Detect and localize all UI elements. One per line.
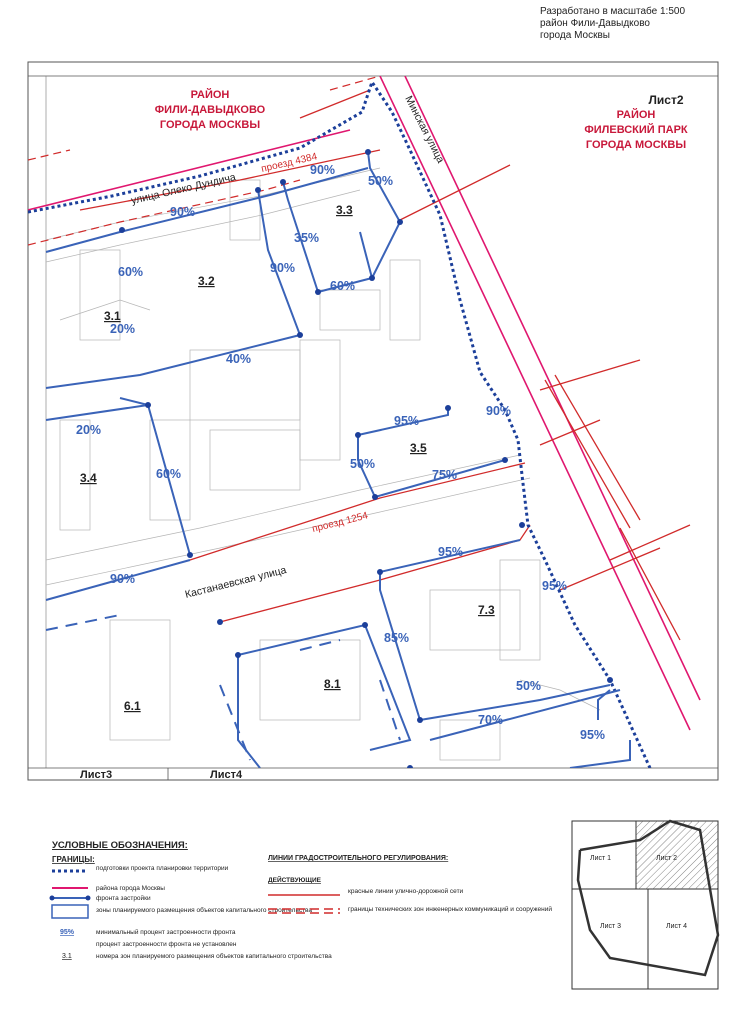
zone-numbers — [80, 203, 495, 713]
legend-red-lines: красные линии улично-дорожной сети — [348, 888, 464, 895]
minimap-sheet-3: Лист 3 — [600, 923, 622, 930]
header-line-1: Разработано в масштабе 1:500 — [540, 6, 686, 17]
proezd-labels — [260, 151, 369, 535]
legend-item-4: зоны планируемого размещения объектов капитального строительства — [96, 907, 313, 914]
pct-9: 40% — [226, 352, 252, 366]
sheet-index-minimap — [572, 821, 718, 989]
pct-21: 70% — [478, 713, 504, 727]
district-left-2: ФИЛИ-ДАВЫДКОВО — [154, 104, 266, 116]
pct-7: 60% — [330, 279, 356, 293]
pct-5: 90% — [270, 261, 296, 275]
legend-item-2: района города Москвы — [96, 885, 165, 892]
pct-19: 85% — [384, 631, 410, 645]
pct-2: 50% — [368, 174, 394, 188]
legend-percent-sample: 95% — [60, 929, 75, 936]
zone-3-5: 3.5 — [410, 441, 427, 455]
pct-17: 90% — [110, 572, 136, 586]
pct-12: 95% — [394, 414, 420, 428]
zone-6-1: 6.1 — [124, 699, 141, 713]
district-right-3: ГОРОДА МОСКВЫ — [585, 139, 687, 151]
minimap-sheet-2: Лист 2 — [656, 855, 678, 862]
district-left-1: РАЙОН — [190, 89, 230, 101]
sheet-4-label: Лист4 — [210, 769, 243, 781]
pct-4: 35% — [294, 231, 320, 245]
zone-7-3: 7.3 — [478, 603, 495, 617]
legend-existing-heading: ДЕЙСТВУЮЩИЕ — [268, 877, 321, 884]
zone-3-3: 3.3 — [336, 203, 353, 217]
pct-11: 60% — [156, 467, 182, 481]
street-minskaya: Минская улица — [402, 93, 447, 166]
pct-18: 95% — [542, 579, 568, 593]
minimap-sheet-1: Лист 1 — [590, 855, 612, 862]
sheet-3-label: Лист3 — [80, 769, 113, 781]
zone-3-4: 3.4 — [80, 471, 97, 485]
district-right-1: РАЙОН — [616, 109, 656, 121]
pct-15: 75% — [432, 468, 458, 482]
pct-6: 60% — [118, 265, 144, 279]
tech-zone-lines — [28, 76, 380, 245]
legend-title: УСЛОВНЫЕ ОБОЗНАЧЕНИЯ: — [52, 840, 188, 851]
pct-14: 50% — [350, 457, 376, 471]
legend-item-7: номера зон планируемого размещения объектов капитального строительства — [96, 953, 332, 960]
pct-13: 90% — [486, 404, 512, 418]
minimap-sheet-4: Лист 4 — [666, 923, 688, 930]
pct-20: 50% — [516, 679, 542, 693]
legend-zone-sample: 3.1 — [62, 953, 72, 960]
zone-3-2: 3.2 — [198, 274, 215, 288]
pct-8: 20% — [110, 322, 136, 336]
project-boundary — [28, 82, 650, 768]
legend-item-1: подготовки проекта планировки территории — [96, 865, 229, 872]
district-left-3: ГОРОДА МОСКВЫ — [159, 119, 261, 131]
header-line-3: города Москвы — [540, 30, 610, 41]
legend-lines-heading: ЛИНИИ ГРАДОСТРОИТЕЛЬНОГО РЕГУЛИРОВАНИЯ: — [268, 855, 449, 862]
header-line-2: район Фили-Давыдково — [540, 18, 650, 29]
pct-16: 95% — [438, 545, 464, 559]
legend-item-6: процент застроенности фронта не установлен — [96, 941, 237, 948]
legend-item-3: фронта застройки — [96, 895, 151, 902]
pct-3: 90% — [170, 205, 196, 219]
zone-dashed — [46, 615, 400, 760]
district-border — [28, 76, 700, 730]
proezd-1254: проезд 1254 — [311, 510, 370, 535]
red-lines — [80, 90, 690, 640]
legend-zone-swatch — [52, 905, 88, 918]
pct-1: 90% — [310, 163, 336, 177]
zone-8-1: 8.1 — [324, 677, 341, 691]
front-percentages — [76, 163, 605, 742]
zone-3-1: 3.1 — [104, 309, 121, 323]
district-right-2: ФИЛЕВСКИЙ ПАРК — [584, 124, 688, 136]
base-map — [46, 168, 600, 760]
legend-item-5: минимальный процент застроенности фронта — [96, 929, 236, 936]
legend-borders-heading: ГРАНИЦЫ: — [52, 855, 95, 864]
bottom-sheet-labels — [80, 769, 243, 781]
sheet-title: Лист2 — [648, 93, 684, 107]
district-right-caption — [584, 108, 688, 151]
proezd-4384: проезд 4384 — [260, 151, 319, 175]
pct-10: 20% — [76, 423, 102, 437]
street-oleko: улица Олеко Дундича — [129, 171, 237, 207]
pct-22: 95% — [580, 728, 606, 742]
legend — [50, 840, 553, 960]
legend-tech-zones: границы технических зон инженерных коммуникаций и сооружений — [348, 906, 552, 913]
district-left-caption — [155, 88, 266, 131]
street-kastanaevskaya: Кастанаевская улица — [183, 564, 288, 601]
